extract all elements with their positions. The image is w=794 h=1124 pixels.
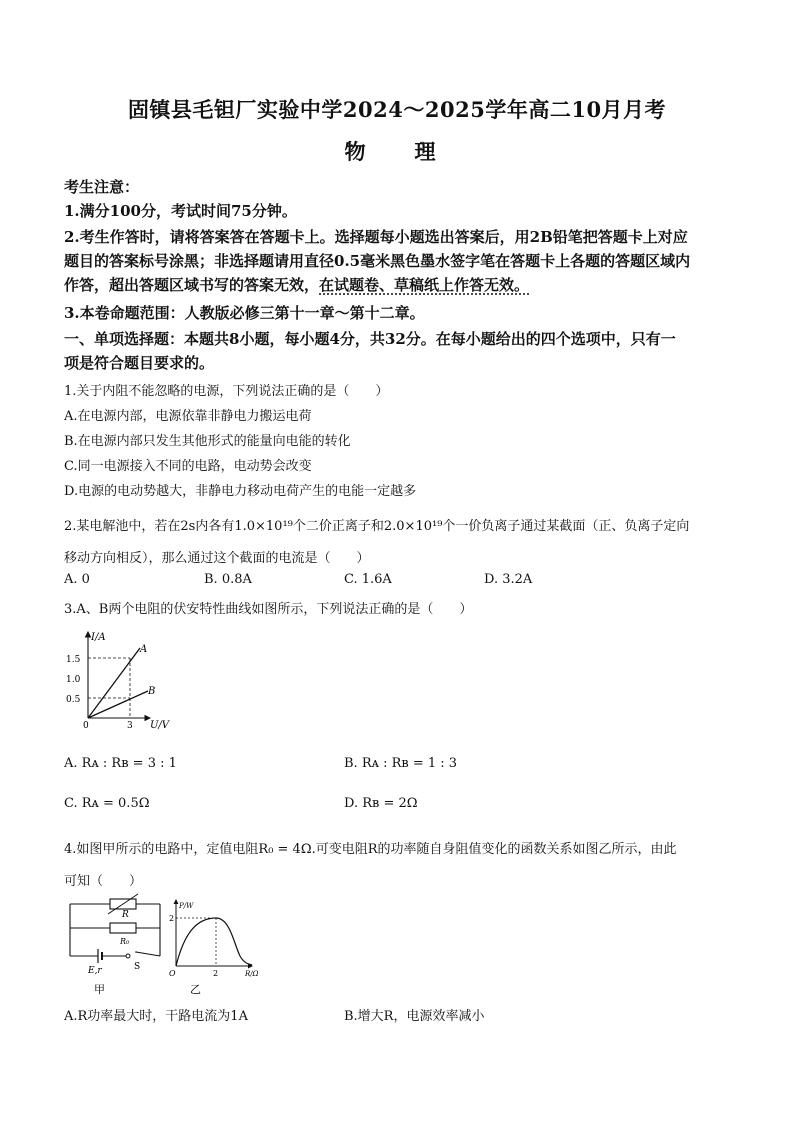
q4-power-graph bbox=[168, 896, 268, 996]
q3-stem: 3.A、B两个电阻的伏安特性曲线如图所示，下列说法正确的是（ ） bbox=[64, 602, 473, 617]
q3-iu-graph bbox=[64, 626, 184, 732]
q2-option-a: A. 0 bbox=[64, 572, 90, 587]
q1-option-d: D.电源的电动势越大，非静电力移动电荷产生的电能一定越多 bbox=[64, 484, 417, 499]
q4-option-b: B.增大R，电源效率减小 bbox=[344, 1009, 485, 1024]
q2-option-c: C. 1.6A bbox=[344, 572, 392, 587]
q4-power-curve bbox=[176, 918, 252, 966]
q4-origin: O bbox=[169, 969, 176, 978]
notice-item-2-line-3 bbox=[64, 274, 736, 295]
notice-item-3: 3.本卷命题范围：人教版必修三第十一章～第十二章。 bbox=[64, 304, 425, 322]
q3-y-tick-1-0: 1.0 bbox=[66, 675, 81, 685]
q3-y-tick-1-5: 1.5 bbox=[66, 655, 81, 665]
q3-y-tick-0-5: 0.5 bbox=[66, 695, 81, 705]
notice-item-2-line-3-part-b: 在试题卷、草稿纸上作答无效。 bbox=[319, 276, 530, 294]
q1-option-b: B.在电源内部只发生其他形式的能量向电能的转化 bbox=[64, 434, 351, 449]
exam-subject: 物 理 bbox=[344, 139, 450, 164]
q4-stem-line-2: 可知（ ） bbox=[64, 874, 143, 889]
q4-stem-line-1: 4.如图甲所示的电路中，定值电阻R₀ = 4Ω.可变电阻R的功率随自身阻值变化的函数关系如图乙所示，由此 bbox=[64, 842, 677, 857]
notice-item-2-line-3-part-a: 作答，超出答题区域书写的答案无效， bbox=[64, 276, 320, 294]
section-heading-line-1: 一、单项选择题：本题共8小题，每小题4分，共32分。在每小题给出的四个选项中，只有一 bbox=[64, 330, 676, 348]
circuit-caption: 甲 bbox=[94, 983, 105, 996]
notice-heading: 考生注意： bbox=[64, 178, 140, 196]
q3-option-d: D. Rʙ = 2Ω bbox=[344, 796, 418, 811]
q3-line-a-label: A bbox=[140, 644, 148, 655]
q1-stem: 1.关于内阻不能忽略的电源，下列说法正确的是（ ） bbox=[64, 384, 389, 399]
q4-y-tick: 2 bbox=[169, 914, 175, 923]
circuit-r-label: R bbox=[122, 910, 129, 920]
q4-y-label: P/W bbox=[179, 902, 194, 910]
q3-line-b bbox=[88, 691, 148, 718]
q2-option-d: D. 3.2A bbox=[484, 572, 533, 587]
resistor-r0 bbox=[110, 923, 136, 933]
q1-option-c: C.同一电源接入不同的电路，电动势会改变 bbox=[64, 459, 312, 474]
circuit-er-label: E,r bbox=[88, 966, 102, 976]
notice-item-2-line-1: 2.考生作答时，请将答案答在答题卡上。选择题每小题选出答案后，用2B铅笔把答题卡上对应 bbox=[64, 228, 688, 246]
notice-item-1: 1.满分100分，考试时间75分钟。 bbox=[64, 202, 297, 220]
section-heading-line-2: 项是符合题目要求的。 bbox=[64, 354, 215, 372]
q3-option-c: C. Rᴀ = 0.5Ω bbox=[64, 796, 150, 811]
q3-x-tick-0: 0 bbox=[83, 721, 89, 731]
q2-stem-line-1: 2.某电解池中，若在2s内各有1.0×10¹⁹个二价正离子和2.0×10¹⁹个一价负离子通过某截面（正、负离子定向 bbox=[64, 519, 690, 534]
q3-y-label: I/A bbox=[91, 632, 106, 643]
q3-line-a bbox=[88, 648, 140, 718]
notice-item-2-line-2: 题目的答案标号涂黑；非选择题请用直径0.5毫米黑色墨水签字笔在答题卡上各题的答题区域内 bbox=[64, 252, 691, 270]
q1-option-a: A.在电源内部，电源依靠非静电力搬运电荷 bbox=[64, 409, 312, 424]
q3-option-b: B. Rᴀ : Rʙ = 1 : 3 bbox=[344, 756, 458, 771]
q3-x-tick-3: 3 bbox=[127, 721, 133, 731]
circuit-s-label: S bbox=[134, 962, 141, 972]
q3-line-b-label: B bbox=[148, 686, 156, 697]
switch-s bbox=[126, 954, 130, 958]
q4-x-label: R/Ω bbox=[245, 970, 259, 978]
q3-x-label: U/V bbox=[150, 720, 170, 731]
q2-stem-line-2: 移动方向相反），那么通过这个截面的电流是（ ） bbox=[64, 551, 370, 566]
exam-title: 固镇县毛钽厂实验中学2024～2025学年高二10月月考 bbox=[127, 97, 667, 122]
q4-circuit-diagram bbox=[64, 892, 168, 996]
q2-option-b: B. 0.8A bbox=[204, 572, 252, 587]
q4-graph-caption: 乙 bbox=[190, 983, 201, 996]
circuit-r0-label: R₀ bbox=[120, 937, 130, 946]
q3-option-a: A. Rᴀ : Rʙ = 3 : 1 bbox=[64, 756, 177, 771]
q4-x-tick: 2 bbox=[213, 969, 219, 978]
q4-option-a: A.R功率最大时，干路电流为1A bbox=[64, 1009, 248, 1024]
